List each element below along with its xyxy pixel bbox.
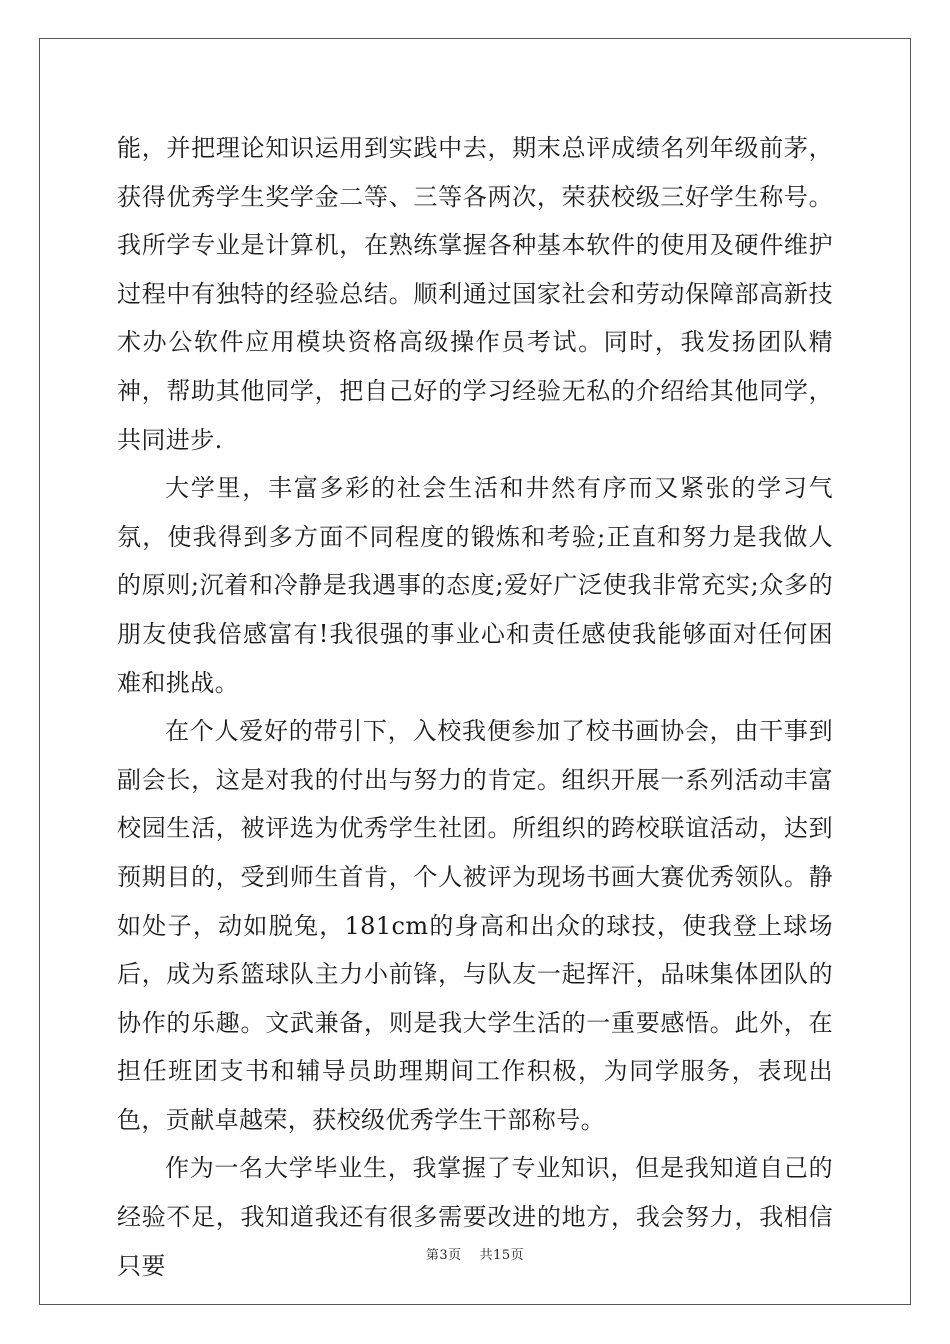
document-body xyxy=(117,124,833,1290)
page-number: 第3页 xyxy=(425,1248,462,1263)
paragraph-3: 在个人爱好的带引下，入校我便参加了校书画协会，由干事到副会长，这是对我的付出与努力的肯定。组织开展一系列活动丰富校园生活，被评选为优秀学生社团。所组织的跨校联谊活动，达到预期目的，受到师生首肯，个人被评为现场书画大赛优秀领队。静如处子，动如脱兔，181cm的身高和出众的球技，使我登上球场后，成为系篮球队主力小前锋，与队友一起挥汗，品味集体团队的协作的乐趣。文武兼备，则是我大学生活的一重要感悟。此外，在担任班团支书和辅导员助理期间工作积极，为同学服务，表现出色，贡献卓越荣，获校级优秀学生干部称号。 xyxy=(117,717,833,1134)
page-footer xyxy=(0,1244,950,1263)
paragraph-2: 大学里，丰富多彩的社会生活和井然有序而又紧张的学习气氛，使我得到多方面不同程度的锻炼和考验;正直和努力是我做人的原则;沉着和冷静是我遇事的态度;爱好广泛使我非常充实;众多的朋友使我倍感富有!我很强的事业心和责任感使我能够面对任何困难和挑战。 xyxy=(117,474,833,697)
paragraph-1: 能，并把理论知识运用到实践中去，期末总评成绩名列年级前茅，获得优秀学生奖学金二等、三等各两次，荣获校级三好学生称号。我所学专业是计算机，在熟练掌握各种基本软件的使用及硬件维护过程中有独特的经验总结。顺利通过国家社会和劳动保障部高新技术办公软件应用模块资格高级操作员考试。同时，我发扬团队精神，帮助其他同学，把自己好的学习经验无私的介绍给其他同学，共同进步. xyxy=(117,134,833,454)
paragraph-4: 作为一名大学毕业生，我掌握了专业知识，但是我知道自己的经验不足，我知道我还有很多需要改进的地方，我会努力，我相信只要 xyxy=(117,1154,833,1280)
page-total: 共15页 xyxy=(479,1248,525,1263)
